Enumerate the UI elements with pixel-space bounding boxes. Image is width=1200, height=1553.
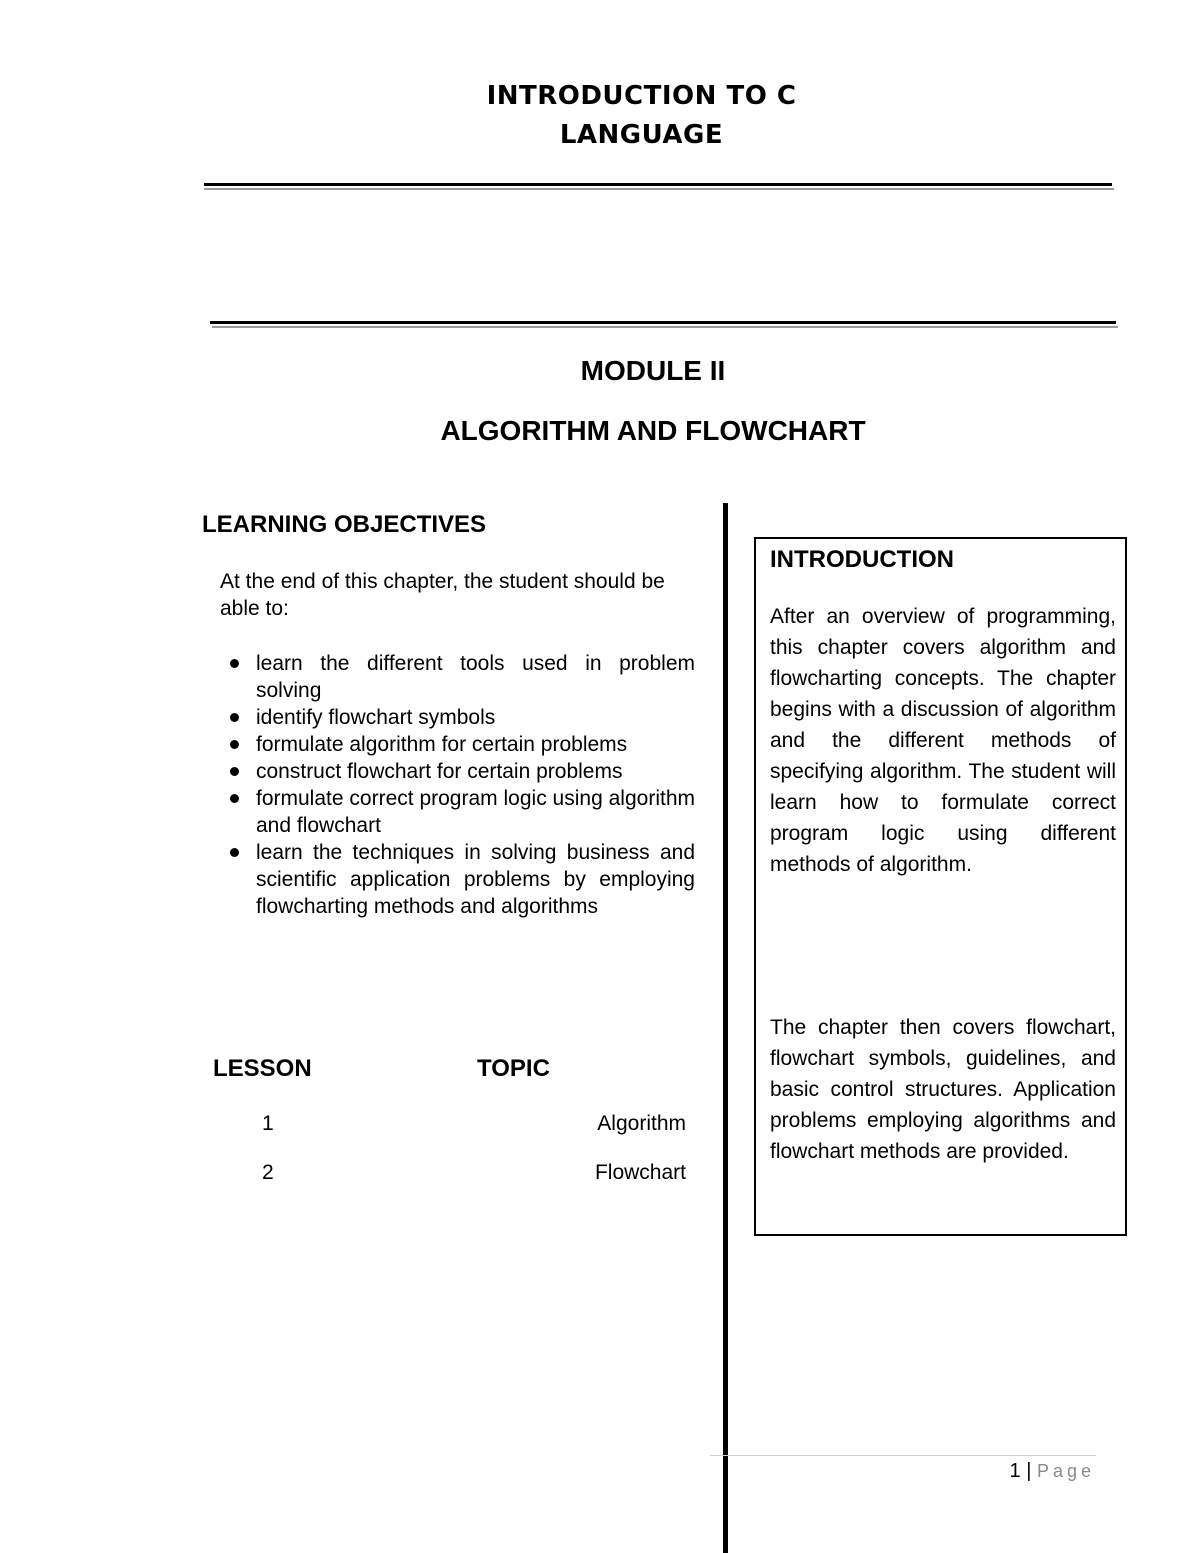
- lesson-column-header: LESSON: [213, 1055, 312, 1082]
- lesson-number: 1: [262, 1112, 274, 1135]
- page-label: Page: [1036, 1461, 1095, 1481]
- header-rule-bottom: [210, 321, 1116, 324]
- objective-item: formulate algorithm for certain problems: [220, 731, 695, 758]
- objective-item: formulate correct program logic using algorithm and flowchart: [220, 785, 695, 839]
- introduction-paragraph-1: After an overview of programming, this chapter covers algorithm and flowcharting concepts. The chapter begins with a discussion of algorithm and the different methods of specifying algorithm. The student will learn how to formulate correct program logic using different methods of algorithm.: [770, 605, 1116, 876]
- module-name: ALGORITHM AND FLOWCHART: [440, 415, 866, 446]
- objectives-list: [220, 650, 695, 920]
- lesson-topic: Flowchart: [594, 1161, 686, 1184]
- footer-rule: [710, 1455, 1096, 1456]
- bullet-icon: [230, 740, 239, 749]
- introduction-paragraph-2: The chapter then covers flowchart, flowchart symbols, guidelines, and basic control structures. Application problems employing algorithms and flowchart methods are provided.: [770, 1016, 1116, 1163]
- topic-column-header: TOPIC: [477, 1055, 550, 1082]
- page-footer: [900, 1460, 1095, 1483]
- bullet-icon: [230, 659, 239, 668]
- header-rule-top-shadow: [204, 188, 1114, 190]
- objectives-intro: At the end of this chapter, the student should be able to:: [220, 570, 665, 620]
- document-title-line2: LANGUAGE: [559, 120, 724, 150]
- objective-item: construct flowchart for certain problems: [220, 758, 695, 785]
- bullet-icon: [230, 767, 239, 776]
- objective-item: learn the different tools used in problem solving: [220, 650, 695, 704]
- page-separator: |: [1026, 1460, 1032, 1482]
- bullet-icon: [230, 794, 239, 803]
- document-title-line1: INTRODUCTION TO C: [486, 81, 797, 111]
- objective-item: identify flowchart symbols: [220, 704, 695, 731]
- module-number: MODULE II: [580, 355, 726, 386]
- bullet-icon: [230, 848, 239, 857]
- column-divider: [723, 503, 728, 1553]
- introduction-heading: INTRODUCTION: [770, 546, 954, 573]
- page-number: 1: [1009, 1460, 1021, 1482]
- objectives-heading: LEARNING OBJECTIVES: [202, 511, 487, 538]
- lesson-topic: Algorithm: [597, 1112, 686, 1135]
- lesson-number: 2: [262, 1161, 274, 1184]
- header-rule-bottom-shadow: [212, 326, 1118, 328]
- header-rule-top: [204, 183, 1112, 186]
- bullet-icon: [230, 713, 239, 722]
- objective-item: learn the techniques in solving business and scientific application problems by employing flowcharting methods and algorithms: [220, 839, 695, 920]
